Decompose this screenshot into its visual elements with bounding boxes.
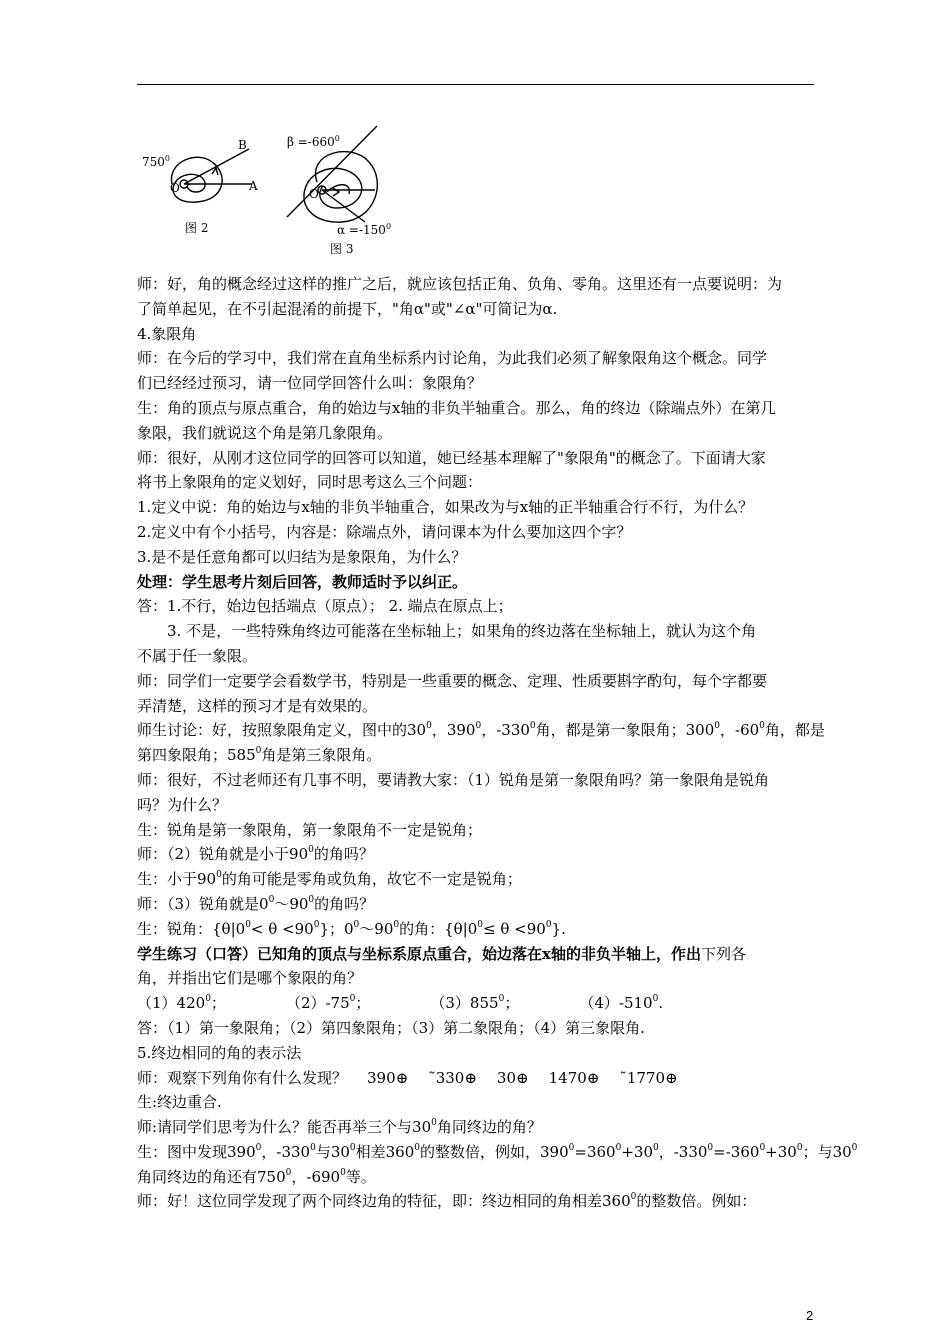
text-line: 不属于任一象限。 <box>137 646 258 665</box>
text-line: 师：好，角的概念经过这样的推广之后，就应该包括正角、负角、零角。这里还有一点要说明：为 <box>137 275 783 293</box>
text-line: 师：（3）锐角就是$0^0\sim 90^0$的角吗？ <box>137 894 375 913</box>
fig2-point-a: A <box>249 179 258 193</box>
text-line: 师：同学们一定要学会看数学书，特别是一些重要的概念、定理、性质要斟字酌句，每个字都要 <box>137 671 768 690</box>
header-rule <box>137 84 814 85</box>
fig2-point-b: B <box>238 138 247 152</box>
figures <box>137 122 537 264</box>
fig3-caption: 图 3 <box>330 242 354 256</box>
text-line: 生:终边重合. <box>137 1093 222 1112</box>
text-line: 生：锐角：$\{\theta|0^0< \theta <90^0\}$；$0^0\sim 90^0$的角：$\{\theta|0^0\le \theta <90^0\}$. <box>137 919 566 938</box>
fig3-beta-label: $\beta =-660^0$ <box>287 134 340 149</box>
text-line: 生：锐角是第一象限角，第一象限角不一定是锐角； <box>137 820 483 839</box>
text-line: 3. 不是，一些特殊角终边可能落在坐标轴上；如果角的终边落在坐标轴上，就认为这个角 <box>167 622 757 641</box>
figure-2 <box>171 149 252 202</box>
text-line: 吗？为什么？ <box>137 795 228 814</box>
text-line: 生：图中发现$390^0$，$-330^0$与$30^0$相差$360^0$的整数倍，例如，$390^0=360^0+30^0$，$-330^0=-360^0+30^0$；与$30^0$ <box>137 1142 858 1161</box>
text-line: 师:请同学们思考为什么？能否再举三个与$30^0$角同终边的角？ <box>137 1118 542 1137</box>
text-line: 将书上象限角的定义划好，同时思考这么三个问题： <box>137 473 483 492</box>
text-line: 师：好！这位同学发现了两个同终边角的特征，即：终边相同的角相差$360^0$的整数倍。例如： <box>137 1192 757 1211</box>
fig3-alpha-label: $\alpha =-150^0$ <box>337 222 392 237</box>
text-line: 师：观察下列角你有什么发现？ 390⊕ ˜330⊕ 30⊕ 1470⊕ ˜1770⊕ <box>137 1068 678 1087</box>
page-number: 2 <box>806 1308 814 1323</box>
text-line: 弄清楚，这样的预习才是有效果的。 <box>137 696 378 715</box>
text-line: 角，并指出它们是哪个象限的角？ <box>137 969 363 988</box>
text-line: 生：小于$90^0$的角可能是零角或负角，故它不一定是锐角； <box>137 870 522 889</box>
text-line: 师：很好，从刚才这位同学的回答可以知道，她已经基本理解了"象限角"的概念了。下面请大家 <box>137 448 766 467</box>
text-line <box>137 570 817 595</box>
text-line: 师：（2）锐角就是小于$90^0$的角吗？ <box>137 845 374 864</box>
fig3-vertex-label: O <box>309 187 319 201</box>
text-line: 了简单起见，在不引起混淆的前提下，"角α"或"∠α"可简记为α. <box>137 299 558 318</box>
text-line: 角同终边的角还有$750^0$，$-690^0$等。 <box>137 1167 376 1186</box>
question-2: 2.定义中有个小括号，内容是：除端点外，请问课本为什么要加这四个字？ <box>137 522 632 541</box>
bold-instruction: 处理：学生思考片刻后回答，教师适时予以纠正。 <box>137 572 468 591</box>
text-line: 学生练习（口答）已知角的顶点与坐标系原点重合，始边落在x轴的非负半轴上，作出下列各 <box>137 944 746 963</box>
text-line: 答：1.不行，始边包括端点（原点）； 2. 端点在原点上； <box>137 597 513 616</box>
section-heading: 4.象限角 <box>137 324 197 343</box>
fig2-caption: 图 2 <box>185 221 209 235</box>
question-3: 3.是不是任意角都可以归结为是象限角，为什么？ <box>137 547 467 566</box>
fig2-angle-label: $750^0$ <box>142 154 170 169</box>
text-line: 第四象限角；$585^0$角是第三象限角。 <box>137 746 382 765</box>
question-1: 1.定义中说：角的始边与x轴的非负半轴重合，如果改为与x轴的正半轴重合行不行，为什么？ <box>137 498 754 517</box>
fig2-vertex-label: O <box>170 181 180 195</box>
text-line: 师：很好，不过老师还有几事不明，要请教大家：（1）锐角是第一象限角吗？第一象限角是锐角 <box>137 770 770 789</box>
text-line: 师：在今后的学习中，我们常在直角坐标系内讨论角，为此我们必须了解象限角这个概念。同学 <box>137 349 768 368</box>
text-line: 师生讨论：好，按照象限角定义，图中的$30^0$，$390^0$，$-330^0$角，都是第一象限角；$300^0$，$-60^0$角，都是 <box>137 721 825 740</box>
text-line: 象限，我们就说这个角是第几象限角。 <box>137 423 393 442</box>
exercise-list: $(1)420^0$； $(2)-75^0$； $(3)855^0$； $(4)-510^0$. <box>137 994 664 1013</box>
text-line: 答：（1）第一象限角；（2）第四象限角；（3）第二象限角；（4）第三象限角. <box>137 1018 645 1037</box>
text-line: 们已经经过预习，请一位同学回答什么叫：象限角？ <box>137 374 483 393</box>
text-line: 生：角的顶点与原点重合，角的始边与x轴的非负半轴重合。那么，角的终边（除端点外）在第几 <box>137 398 776 417</box>
section-heading: 5.终边相同的角的表示法 <box>137 1043 302 1062</box>
document-body <box>137 272 858 1214</box>
angle-figures <box>137 122 537 264</box>
